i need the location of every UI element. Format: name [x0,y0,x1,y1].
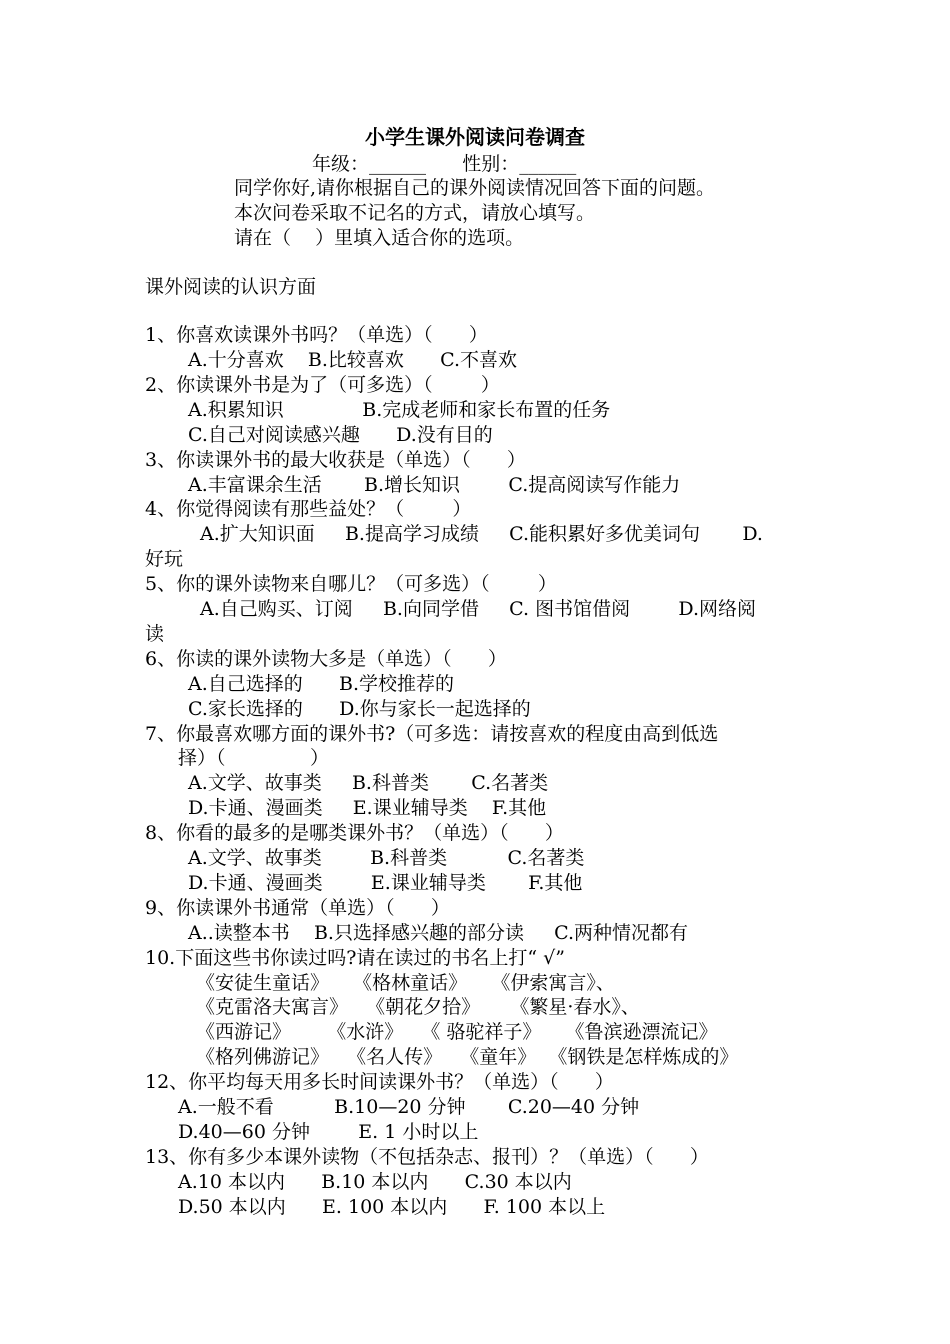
text-line: 4、你觉得阅读有那些益处？（ ） [145,498,472,520]
text-line: A.丰富课余生活 B.增长知识 C.提高阅读写作能力 [188,474,681,496]
text-line: 3、你读课外书的最大收获是（单选）（ ） [145,449,526,471]
text-line: 12、你平均每天用多长时间读课外书？（单选）（ ） [145,1071,614,1093]
text-line: 《克雷洛夫寓言》 《朝花夕拾》 《繁星·春水》、 [196,996,640,1018]
text-line: 《格列佛游记》 《名人传》 《童年》 《钢铁是怎样炼成的》 [196,1046,739,1068]
text-line: 课外阅读的认识方面 [145,276,317,298]
text-line: 7、你最喜欢哪方面的课外书?（可多选：请按喜欢的程度由高到低选 [145,723,719,745]
text-line: 《西游记》 《水浒》 《 骆驼祥子》 《鲁滨逊漂流记》 [196,1021,718,1043]
text-line: 本次问卷采取不记名的方式，请放心填写。 [234,202,596,224]
text-line: 5、你的课外读物来自哪儿？（可多选）（ ） [145,573,557,595]
text-line: 择）（ ） [178,747,330,769]
text-line: C.自己对阅读感兴趣 D.没有目的 [188,424,493,446]
text-line: D.卡通、漫画类 E.课业辅导类 F.其他 [188,872,583,894]
text-line: A.一般不看 B.10—20 分钟 C.20—40 分钟 [178,1096,640,1118]
page-title: 小学生课外阅读问卷调查 [365,125,585,149]
text-line: 读 [145,623,165,645]
text-line: 9、你读课外书通常（单选）（ ） [145,897,450,919]
text-line: 8、你看的最多的是哪类课外书？（单选）（ ） [145,822,564,844]
text-line: A..读整本书 B.只选择感兴趣的部分读 C.两种情况都有 [188,922,689,944]
text-line: A.文学、故事类 B.科普类 C.名著类 [188,772,549,794]
text-line: A.10 本以内 B.10 本以内 C.30 本以内 [178,1171,572,1193]
text-line: 10.下面这些书你读过吗?请在读过的书名上打“ √” [145,947,565,969]
text-line: A.扩大知识面 B.提高学习成绩 C.能积累好多优美词句 D. [200,523,763,545]
text-line: 请在（ ）里填入适合你的选项。 [234,227,525,249]
text-line: D.50 本以内 E. 100 本以内 F. 100 本以上 [178,1196,606,1218]
text-line: 好玩 [145,548,184,570]
text-line: A.十分喜欢 B.比较喜欢 C.不喜欢 [188,349,518,371]
text-line: 年级：______ 性别：______ [312,153,577,175]
text-line: 2、你读课外书是为了（可多选）（ ） [145,374,500,396]
text-line: A.文学、故事类 B.科普类 C.名著类 [188,847,585,869]
text-line: C.家长选择的 D.你与家长一起选择的 [188,698,531,720]
text-line: 同学你好,请你根据自己的课外阅读情况回答下面的问题。 [234,177,716,199]
text-line: 13、你有多少本课外读物（不包括杂志、报刊）？（单选）（ ） [145,1146,709,1168]
text-line: 6、你读的课外读物大多是（单选）（ ） [145,648,507,670]
text-line: A.积累知识 B.完成老师和家长布置的任务 [188,399,611,421]
text-line: 1、你喜欢读课外书吗？（单选）（ ） [145,324,488,346]
text-line: D.卡通、漫画类 E.课业辅导类 F.其他 [188,797,547,819]
text-line: D.40—60 分钟 E. 1 小时以上 [178,1121,479,1143]
text-line: A.自己选择的 B.学校推荐的 [188,673,455,695]
text-line: A.自己购买、订阅 B.向同学借 C. 图书馆借阅 D.网络阅 [200,598,757,620]
text-line: 《安徒生童话》 《格林童话》 《伊索寓言》、 [196,972,615,994]
